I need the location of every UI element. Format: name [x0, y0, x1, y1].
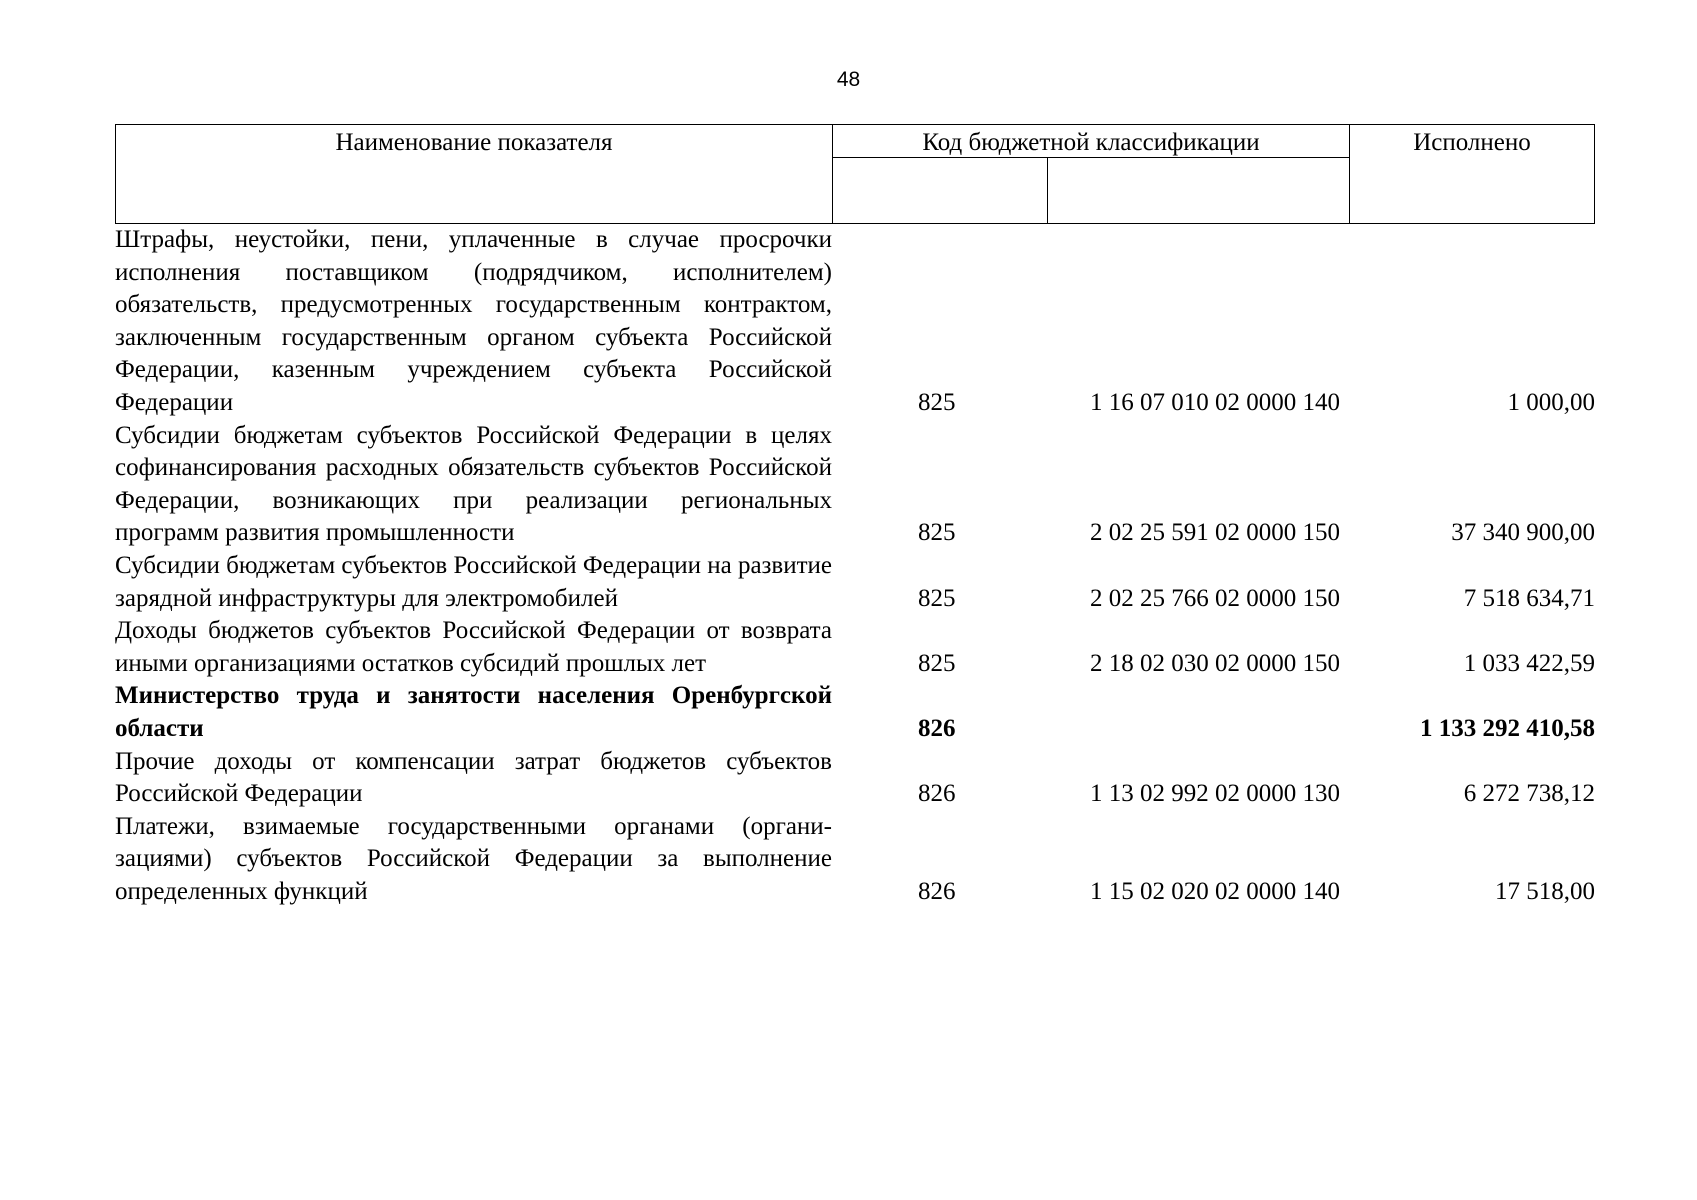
row-amount: 7 518 634,71 [1463, 584, 1595, 612]
row-admin-code: 826 [918, 780, 956, 808]
table-row [115, 746, 1595, 811]
row-name: Прочие доходы от компенсации затрат бюджетов субъектов Российской Федерации [115, 747, 832, 808]
header-code [833, 125, 1350, 223]
row-budget-code: 1 15 02 020 02 0000 140 [1090, 877, 1340, 905]
row-admin-code: 825 [918, 584, 956, 612]
table-body [115, 224, 1595, 908]
table-row [115, 420, 1595, 550]
header-name: Наименование показателя [116, 125, 833, 223]
header-code-title: Код бюджетной классификации [833, 125, 1349, 158]
table-row [115, 811, 1595, 909]
page-number: 48 [836, 68, 861, 91]
budget-table [115, 124, 1595, 908]
row-amount: 37 340 900,00 [1451, 519, 1595, 547]
row-amount: 1 000,00 [1507, 388, 1595, 416]
row-admin-code: 825 [918, 519, 956, 547]
row-budget-code: 2 02 25 766 02 0000 150 [1090, 584, 1340, 612]
row-amount: 1 033 422,59 [1463, 649, 1595, 677]
row-admin-code: 825 [918, 649, 956, 677]
row-amount: 17 518,00 [1495, 877, 1595, 905]
table-row [115, 550, 1595, 615]
row-admin-code: 826 [918, 877, 956, 905]
header-executed: Исполнено [1413, 129, 1531, 156]
table-row-section [115, 680, 1595, 745]
row-name: Министерство труда и занятости населения Оренбургской области [115, 682, 832, 742]
table-row [115, 224, 1595, 420]
row-name: Штрафы, неустойки, пени, уплаченные в случае просрочки исполнения поставщиком (подрядчиком, исполнителем) обязательств, предусмотренных государственным контрактом, заключенным государственным органом субъекта Российской Федерации, казенным учреждением субъекта Российской Федерации [115, 226, 832, 416]
row-budget-code: 2 02 25 591 02 0000 150 [1090, 519, 1340, 547]
row-amount: 1 133 292 410,58 [1420, 714, 1595, 742]
row-name: Доходы бюджетов субъектов Российской Федерации от возврата иными организациями остатков субсидий прошлых лет [115, 617, 832, 677]
row-budget-code: 1 13 02 992 02 0000 130 [1090, 780, 1340, 808]
row-budget-code: 2 18 02 030 02 0000 150 [1090, 649, 1340, 677]
row-amount: 6 272 738,12 [1463, 780, 1595, 808]
row-name: Субсидии бюджетам субъектов Российской Федерации на развитие зарядной инфраструктуры для электромобилей [115, 551, 833, 612]
row-budget-code: 1 16 07 010 02 0000 140 [1090, 388, 1340, 416]
header-code-admin-cell [833, 158, 1048, 223]
row-name: Субсидии бюджетам субъектов Российской Федерации в целях софинансирования расходных обязательств субъектов Российской Федерации, возникающих при реализации региональных программ развития промышленности [115, 421, 832, 547]
row-admin-code: 826 [918, 714, 956, 742]
row-admin-code: 825 [918, 388, 956, 416]
table-row [115, 615, 1595, 680]
row-name: Платежи, взимаемые государственными органами (организациями) субъектов Российской Федерации за выполнение определенных функций [115, 812, 832, 905]
table-header [115, 124, 1595, 224]
